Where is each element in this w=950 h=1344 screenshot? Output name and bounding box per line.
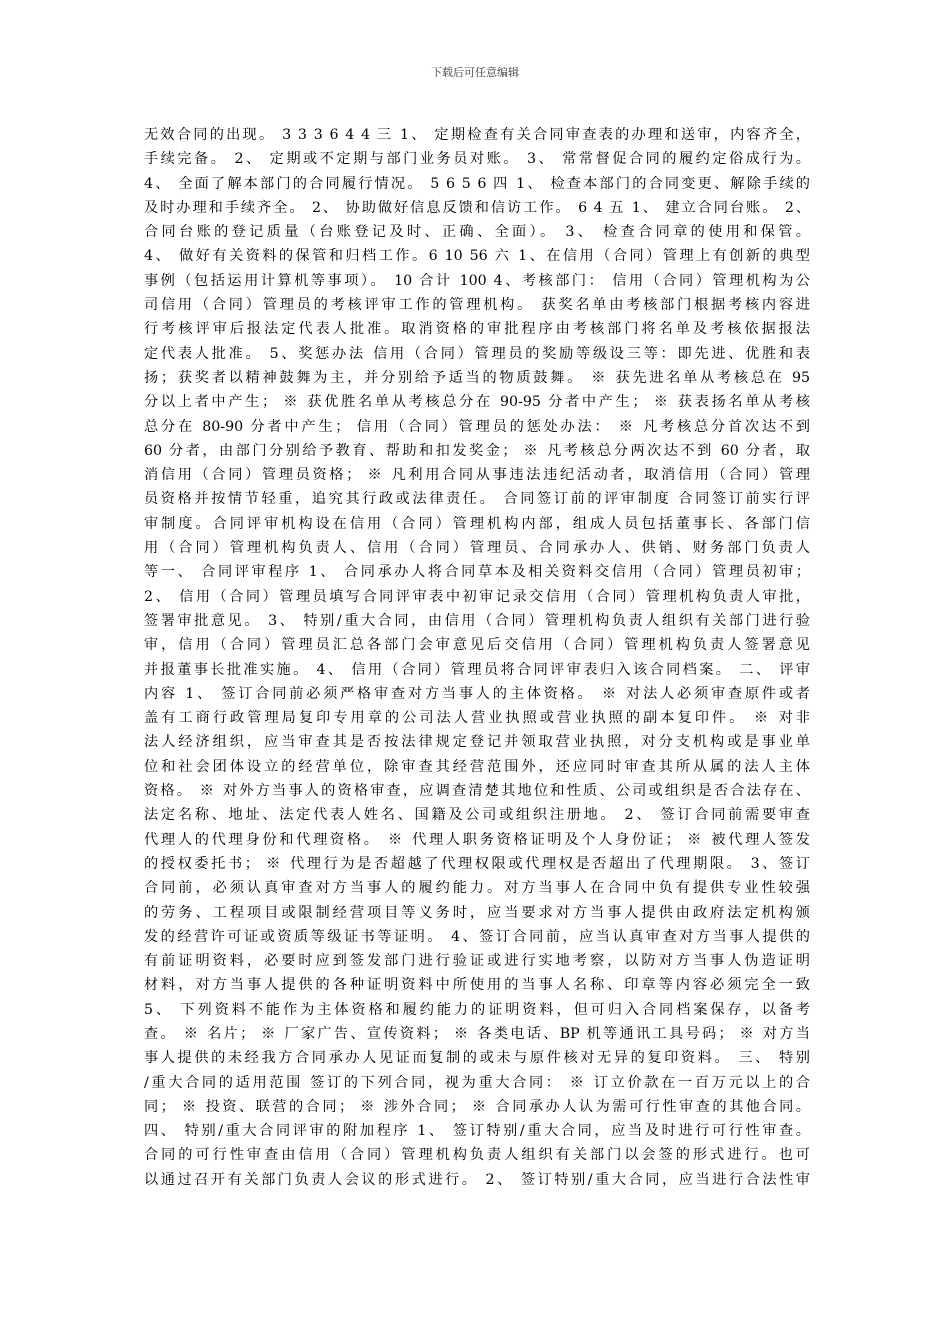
text-line: 60 分者，由部门分别给予教育、帮助和扣发奖金； ※ 凡考核总分两次达不到 60 分者，取 — [144, 442, 810, 459]
text-line: 2、 信用（合同）管理员填写合同评审表中初审记录交信用（合同）管理机构负责人审批， — [144, 588, 810, 605]
text-line: /重大合同的适用范围 签订的下列合同，视为重大合同： ※ 订立价款在一百万元以上的合 — [144, 1074, 810, 1091]
text-line: 查。 ※ 名片； ※ 厂家广告、宣传资料； ※ 各类电话、BP 机等通讯工具号码； ※ 对方当 — [144, 1025, 810, 1042]
text-line: 无效合同的出现。 3 3 3 6 4 4 三 1、 定期检查有关合同审查表的办理和送审，内容齐全， — [144, 127, 810, 143]
text-line: 总分在 80-90 分者中产生； 信用（合同）管理员的惩处办法： ※ 凡考核总分首次达不到 — [144, 418, 810, 435]
text-line: 4、 做好有关资料的保管和归档工作。6 10 56 六 1、在信用（合同）管理上有创新的典型 — [144, 248, 810, 265]
text-line: 位和社会团体设立的经营单位，除审查其经营范围外，还应同时审查其所从属的法人主体 — [144, 758, 810, 775]
text-line: 法定名称、地址、法定代表人姓名、国籍及公司或组织注册地。 2、 签订合同前需要审查 — [144, 807, 810, 824]
text-line: 合同前，必须认真审查对方当事人的履约能力。对方当事人在合同中负有提供专业性较强 — [144, 880, 810, 897]
text-line: 扬；获奖者以精神鼓舞为主，并分别给予适当的物质鼓舞。 ※ 获先进名单从考核总在 95 — [144, 369, 810, 386]
text-line: 代理人的代理身份和代理资格。 ※ 代理人职务资格证明及个人身份证； ※ 被代理人签发 — [144, 831, 810, 848]
text-line: 的劳务、工程项目或限制经营项目等义务时，应当要求对方当事人提供由政府法定机构颁 — [144, 904, 810, 921]
text-line: 事例（包括运用计算机等事项）。 10 合计 100 4、考核部门： 信用（合同）管理机构为公 — [144, 272, 810, 289]
text-line: 消信用（合同）管理员资格； ※ 凡利用合同从事违法违纪活动者，取消信用（合同）管理 — [144, 467, 810, 484]
text-line: 司信用（合同）管理员的考核评审工作的管理机构。 获奖名单由考核部门根据考核内容进 — [144, 297, 810, 314]
text-line: 审制度。合同评审机构设在信用（合同）管理机构内部，组成人员包括董事长、各部门信 — [144, 515, 810, 532]
text-line: 材料，对方当事人提供的各种证明资料中所使用的当事人名称、印章等内容必须完全一致 — [144, 977, 810, 994]
text-line: 资格。 ※ 对外方当事人的资格审查，应调查清楚其地位和性质、公司或组织是否合法存在、 — [144, 783, 810, 800]
document-body — [144, 123, 810, 1192]
text-line: 有前证明资料，必要时应到签发部门进行验证或进行实地考察，以防对方当事人伪造证明 — [144, 953, 810, 970]
text-line: 员资格并按情节轻重，追究其行政或法律责任。 合同签订前的评审制度 合同签订前实行评 — [144, 491, 810, 508]
text-line: 定代表人批准。 5、奖惩办法 信用（合同）管理员的奖励等级设三等：即先进、优胜和表 — [144, 345, 810, 362]
text-line: 盖有工商行政管理局复印专用章的公司法人营业执照或营业执照的副本复印件。 ※ 对非 — [144, 710, 810, 727]
page-header: 下载后可任意编辑 — [431, 66, 519, 79]
text-line: 以通过召开有关部门负责人会议的形式进行。 2、 签订特别/重大合同，应当进行合法性审 — [144, 1171, 810, 1188]
text-line: 同； ※ 投资、联营的合同； ※ 涉外合同； ※ 合同承办人认为需可行性审查的其他合同。 — [144, 1098, 810, 1115]
text-line: 合同的可行性审查由信用（合同）管理机构负责人组织有关部门以会签的形式进行。也可 — [144, 1147, 810, 1164]
text-line: 5、 下列资料不能作为主体资格和履约能力的证明资料，但可归入合同档案保存，以备考 — [144, 1001, 810, 1018]
text-line: 4、 全面了解本部门的合同履行情况。 5 6 5 6 四 1、 检查本部门的合同变更、解除手续的 — [144, 175, 810, 192]
text-line: 手续完备。 2、 定期或不定期与部门业务员对账。 3、 常常督促合同的履约定俗成行为。 — [144, 151, 810, 168]
text-line: 四、 特别/重大合同评审的附加程序 1、 签订特别/重大合同，应当及时进行可行性审查。 — [144, 1123, 810, 1140]
text-line: 事人提供的未经我方合同承办人见证而复制的或未与原件核对无异的复印资料。 三、 特别 — [144, 1050, 810, 1067]
text-line: 法人经济组织，应当审查其是否按法律规定登记并领取营业执照，对分支机构或是事业单 — [144, 734, 810, 751]
text-line: 的授权委托书； ※ 代理行为是否超越了代理权限或代理权是否超出了代理期限。 3、签订 — [144, 855, 810, 872]
text-line: 分以上者中产生； ※ 获优胜名单从考核总分在 90-95 分者中产生； ※ 获表扬名单从考核 — [144, 394, 810, 411]
text-line: 签署审批意见。 3、 特别/重大合同，由信用（合同）管理机构负责人组织有关部门进行验 — [144, 612, 810, 629]
text-line: 等一、 合同评审程序 1、 合同承办人将合同草本及相关资料交信用（合同）管理员初审； — [144, 564, 810, 581]
text-line: 合同台账的登记质量（台账登记及时、正确、全面）。 3、 检查合同章的使用和保管。 — [144, 224, 810, 241]
text-line: 审，信用（合同）管理员汇总各部门会审意见后交信用（合同）管理机构负责人签署意见 — [144, 637, 810, 654]
text-line: 发的经营许可证或资质等级证书等证明。 4、签订合同前，应当认真审查对方当事人提供的 — [144, 928, 810, 945]
text-line: 用（合同）管理机构负责人、信用（合同）管理员、合同承办人、供销、财务部门负责人 — [144, 540, 810, 557]
text-line: 行考核评审后报法定代表人批准。取消资格的审批程序由考核部门将名单及考核依据报法 — [144, 321, 810, 338]
text-line: 内容 1、 签订合同前必须严格审查对方当事人的主体资格。 ※ 对法人必须审查原件或者 — [144, 685, 810, 702]
text-line: 并报董事长批准实施。 4、 信用（合同）管理员将合同评审表归入该合同档案。 二、 评审 — [144, 661, 810, 678]
text-line: 及时办理和手续齐全。 2、 协助做好信息反馈和信访工作。 6 4 五 1、 建立合同台账。 2、 — [144, 199, 810, 216]
